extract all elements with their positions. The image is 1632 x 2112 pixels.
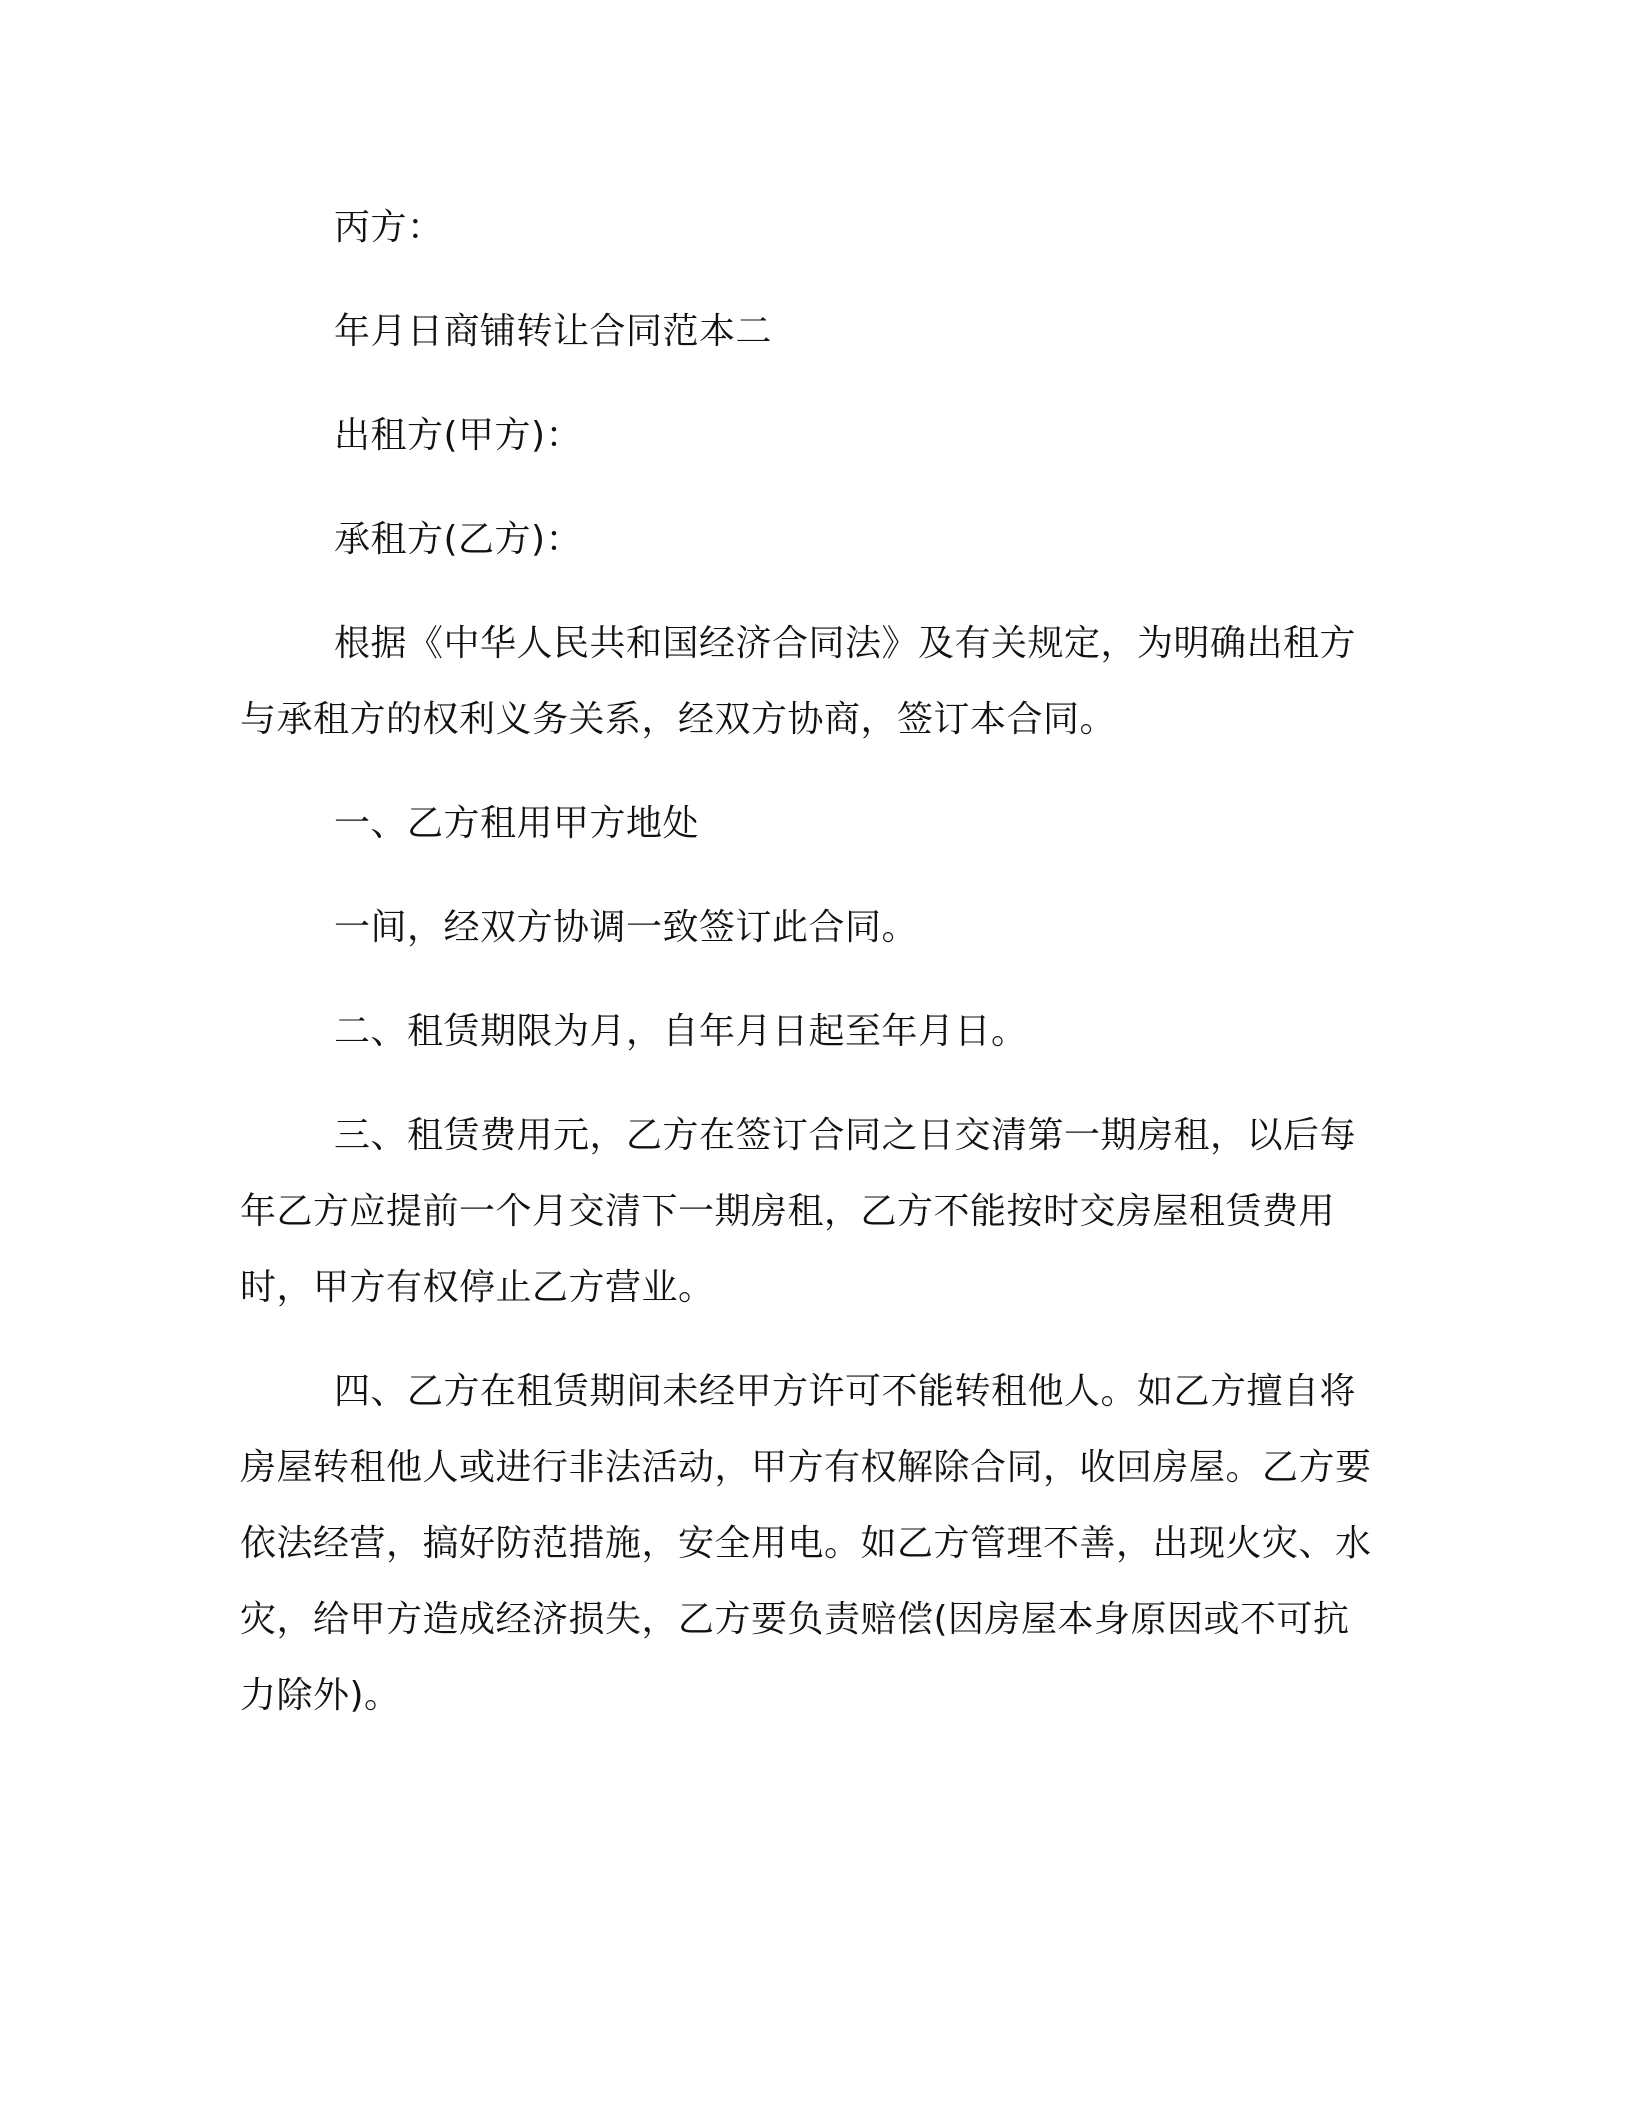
clause-1-continuation: 一间，经双方协调一致签订此合同。: [334, 907, 919, 948]
clause-2-paragraph: 二、租赁期限为月，自年月日起至年月日。: [334, 1011, 1028, 1052]
party-c-line: 丙方：: [334, 207, 444, 248]
preamble-paragraph: 根据《中华人民共和国经济合同法》及有关规定，为明确出租方与承租方的权利义务关系，经双方协商，签订本合同。: [240, 623, 1357, 740]
clause-4-paragraph: 四、乙方在租赁期间未经甲方许可不能转租他人。如乙方擅自将房屋转租他人或进行非法活动，甲方有权解除合同，收回房屋。乙方要依法经营，搞好防范措施，安全用电。如乙方管理不善，出现火灾、水灾，给甲方造成经济损失，乙方要负责赔偿(因房屋本身原因或不可抗力除外)。: [240, 1371, 1372, 1716]
clause-1-paragraph: 一、乙方租用甲方地处: [334, 803, 700, 844]
lessor-line: 出租方(甲方)：: [334, 415, 583, 456]
lessee-line: 承租方(乙方)：: [334, 519, 583, 560]
contract-title-line: 年月日商铺转让合同范本二: [334, 311, 773, 352]
document-body: [240, 190, 1380, 1734]
clause-3-paragraph: 三、租赁费用元，乙方在签订合同之日交清第一期房租，以后每年乙方应提前一个月交清下一期房租，乙方不能按时交房屋租赁费用时，甲方有权停止乙方营业。: [240, 1115, 1357, 1308]
